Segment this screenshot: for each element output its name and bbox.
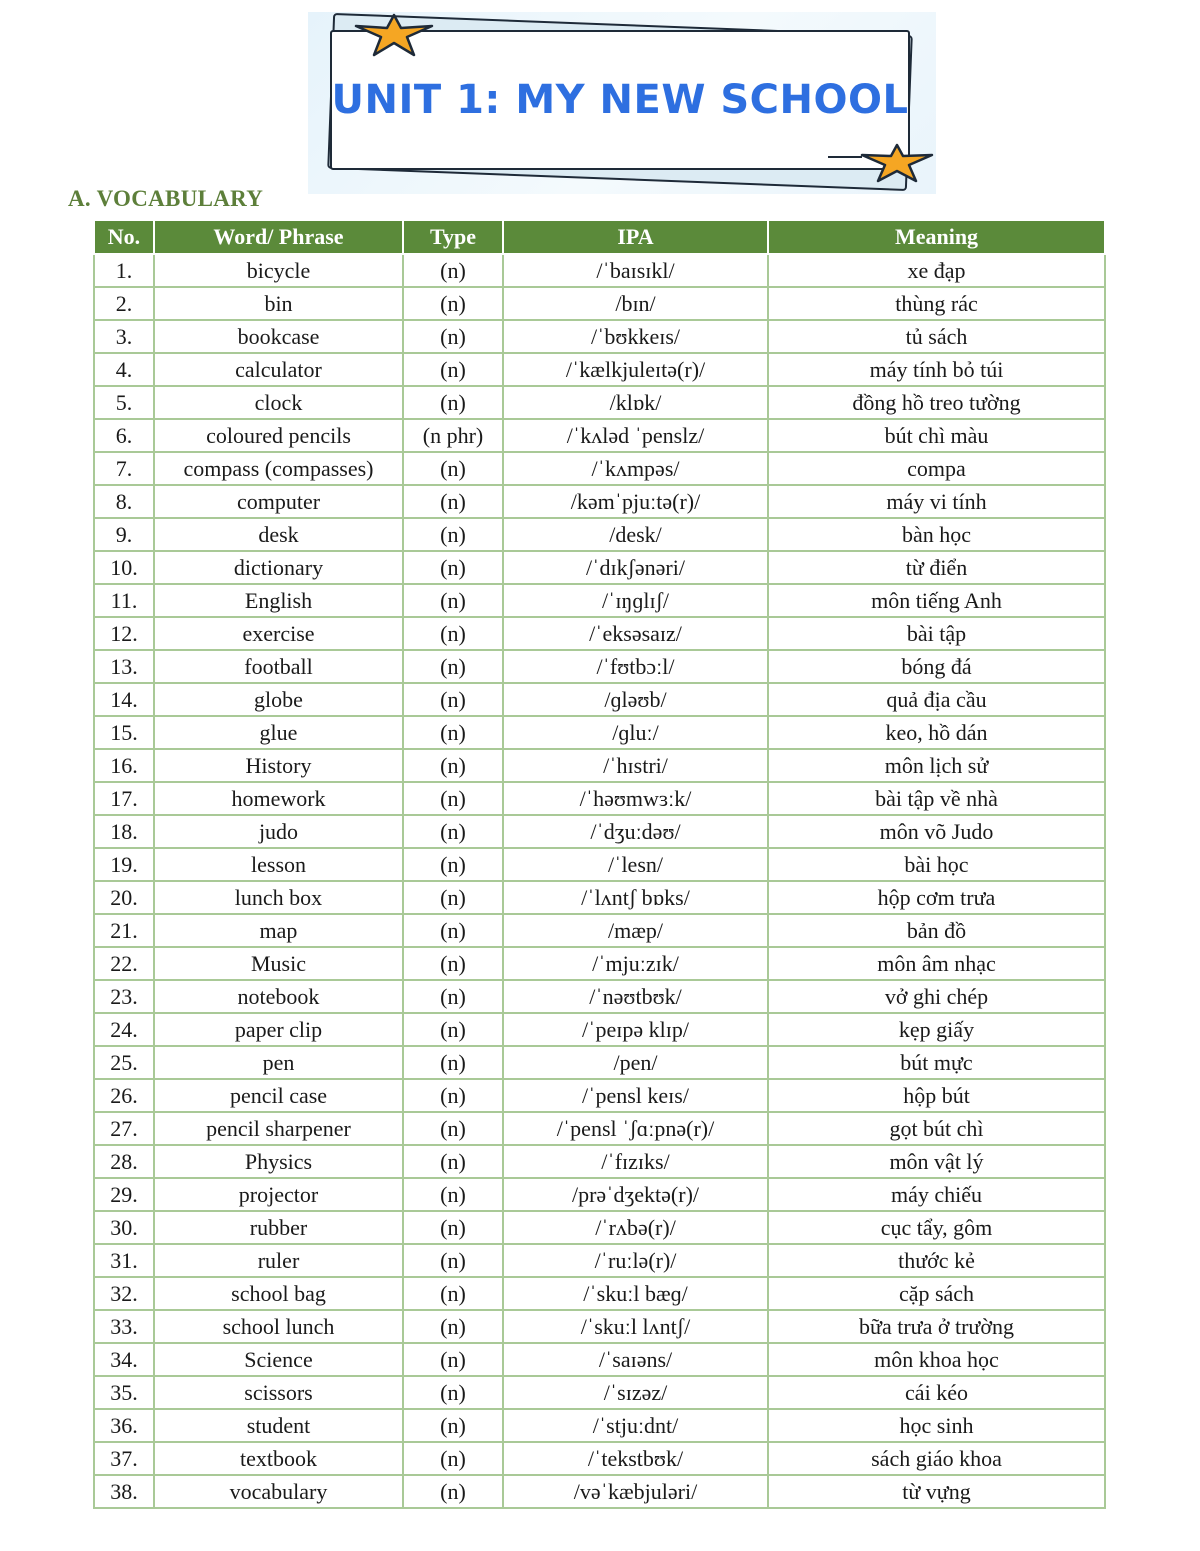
cell-meaning: gọt bút chì xyxy=(768,1112,1105,1145)
table-row xyxy=(94,1244,1105,1277)
cell-type: (n) xyxy=(403,518,503,551)
cell-meaning: môn tiếng Anh xyxy=(768,584,1105,617)
cell-no: 9. xyxy=(94,518,154,551)
cell-type: (n) xyxy=(403,650,503,683)
table-row xyxy=(94,485,1105,518)
cell-word: vocabulary xyxy=(154,1475,403,1508)
cell-word: rubber xyxy=(154,1211,403,1244)
table-row xyxy=(94,1442,1105,1475)
cell-word: lunch box xyxy=(154,881,403,914)
header-type: Type xyxy=(403,220,503,254)
cell-ipa: /desk/ xyxy=(503,518,768,551)
cell-no: 13. xyxy=(94,650,154,683)
cell-word: bicycle xyxy=(154,254,403,287)
cell-ipa: /ˈpensl keɪs/ xyxy=(503,1079,768,1112)
cell-type: (n) xyxy=(403,815,503,848)
cell-no: 10. xyxy=(94,551,154,584)
table-row xyxy=(94,749,1105,782)
cell-word: school lunch xyxy=(154,1310,403,1343)
table-row xyxy=(94,1013,1105,1046)
cell-type: (n) xyxy=(403,1442,503,1475)
cell-word: scissors xyxy=(154,1376,403,1409)
cell-meaning: cặp sách xyxy=(768,1277,1105,1310)
cell-no: 22. xyxy=(94,947,154,980)
cell-word: map xyxy=(154,914,403,947)
cell-ipa: /ˈskuːl bæɡ/ xyxy=(503,1277,768,1310)
cell-no: 6. xyxy=(94,419,154,452)
cell-ipa: /prəˈdʒektə(r)/ xyxy=(503,1178,768,1211)
cell-ipa: /ˈpeɪpə klɪp/ xyxy=(503,1013,768,1046)
star-icon xyxy=(858,142,936,184)
cell-meaning: tủ sách xyxy=(768,320,1105,353)
vocabulary-table xyxy=(93,219,1106,1509)
cell-meaning: bàn học xyxy=(768,518,1105,551)
table-row xyxy=(94,1343,1105,1376)
table-row xyxy=(94,650,1105,683)
cell-meaning: cái kéo xyxy=(768,1376,1105,1409)
cell-ipa: /ˈmjuːzɪk/ xyxy=(503,947,768,980)
cell-meaning: môn âm nhạc xyxy=(768,947,1105,980)
cell-ipa: /ˈpensl ˈʃɑːpnə(r)/ xyxy=(503,1112,768,1145)
cell-type: (n) xyxy=(403,1178,503,1211)
cell-word: notebook xyxy=(154,980,403,1013)
cell-ipa: /ˈlesn/ xyxy=(503,848,768,881)
cell-no: 36. xyxy=(94,1409,154,1442)
cell-type: (n) xyxy=(403,1079,503,1112)
cell-meaning: vở ghi chép xyxy=(768,980,1105,1013)
cell-ipa: /ˈskuːl lʌntʃ/ xyxy=(503,1310,768,1343)
cell-meaning: keo, hồ dán xyxy=(768,716,1105,749)
cell-meaning: thùng rác xyxy=(768,287,1105,320)
page-title: UNIT 1: MY NEW SCHOOL xyxy=(331,77,909,123)
cell-ipa: /bɪn/ xyxy=(503,287,768,320)
cell-type: (n) xyxy=(403,1277,503,1310)
table-row xyxy=(94,1145,1105,1178)
cell-ipa: /ˈbʊkkeɪs/ xyxy=(503,320,768,353)
cell-no: 24. xyxy=(94,1013,154,1046)
cell-type: (n) xyxy=(403,617,503,650)
cell-word: desk xyxy=(154,518,403,551)
cell-word: textbook xyxy=(154,1442,403,1475)
cell-ipa: /ˈstjuːdnt/ xyxy=(503,1409,768,1442)
cell-no: 27. xyxy=(94,1112,154,1145)
cell-type: (n) xyxy=(403,749,503,782)
cell-meaning: sách giáo khoa xyxy=(768,1442,1105,1475)
table-row xyxy=(94,419,1105,452)
cell-ipa: /ˈkʌmpəs/ xyxy=(503,452,768,485)
cell-meaning: compa xyxy=(768,452,1105,485)
cell-word: paper clip xyxy=(154,1013,403,1046)
cell-no: 28. xyxy=(94,1145,154,1178)
cell-meaning: cục tẩy, gôm xyxy=(768,1211,1105,1244)
cell-word: judo xyxy=(154,815,403,848)
cell-meaning: kẹp giấy xyxy=(768,1013,1105,1046)
table-row xyxy=(94,881,1105,914)
cell-word: globe xyxy=(154,683,403,716)
cell-word: Physics xyxy=(154,1145,403,1178)
cell-ipa: /ˈrʌbə(r)/ xyxy=(503,1211,768,1244)
cell-ipa: /ˈruːlə(r)/ xyxy=(503,1244,768,1277)
section-heading: A. VOCABULARY xyxy=(68,186,264,211)
table-row xyxy=(94,782,1105,815)
cell-type: (n) xyxy=(403,1409,503,1442)
cell-meaning: thước kẻ xyxy=(768,1244,1105,1277)
table-row xyxy=(94,254,1105,287)
cell-ipa: /ˈhəʊmwɜːk/ xyxy=(503,782,768,815)
cell-no: 11. xyxy=(94,584,154,617)
cell-meaning: bài học xyxy=(768,848,1105,881)
table-row xyxy=(94,1277,1105,1310)
cell-word: dictionary xyxy=(154,551,403,584)
table-row xyxy=(94,1079,1105,1112)
table-row xyxy=(94,1409,1105,1442)
cell-no: 21. xyxy=(94,914,154,947)
cell-ipa: /ˈfɪzɪks/ xyxy=(503,1145,768,1178)
cell-word: glue xyxy=(154,716,403,749)
cell-type: (n) xyxy=(403,287,503,320)
cell-ipa: /ˈsaɪəns/ xyxy=(503,1343,768,1376)
cell-ipa: /ˈɪŋɡlɪʃ/ xyxy=(503,584,768,617)
cell-ipa: /pen/ xyxy=(503,1046,768,1079)
cell-word: compass (compasses) xyxy=(154,452,403,485)
cell-no: 20. xyxy=(94,881,154,914)
table-row xyxy=(94,914,1105,947)
header-no: No. xyxy=(94,220,154,254)
cell-no: 32. xyxy=(94,1277,154,1310)
cell-type: (n) xyxy=(403,485,503,518)
cell-type: (n) xyxy=(403,1013,503,1046)
cell-type: (n) xyxy=(403,683,503,716)
table-row xyxy=(94,320,1105,353)
cell-type: (n) xyxy=(403,551,503,584)
cell-meaning: học sinh xyxy=(768,1409,1105,1442)
table-row xyxy=(94,1046,1105,1079)
cell-word: school bag xyxy=(154,1277,403,1310)
table-row xyxy=(94,551,1105,584)
cell-no: 1. xyxy=(94,254,154,287)
cell-meaning: hộp bút xyxy=(768,1079,1105,1112)
cell-type: (n) xyxy=(403,782,503,815)
cell-ipa: /kəmˈpjuːtə(r)/ xyxy=(503,485,768,518)
table-row xyxy=(94,386,1105,419)
cell-type: (n) xyxy=(403,848,503,881)
cell-meaning: bút chì màu xyxy=(768,419,1105,452)
cell-type: (n) xyxy=(403,914,503,947)
cell-no: 31. xyxy=(94,1244,154,1277)
header-meaning: Meaning xyxy=(768,220,1105,254)
table-row xyxy=(94,1310,1105,1343)
cell-meaning: môn khoa học xyxy=(768,1343,1105,1376)
cell-word: pen xyxy=(154,1046,403,1079)
cell-meaning: hộp cơm trưa xyxy=(768,881,1105,914)
cell-word: homework xyxy=(154,782,403,815)
cell-type: (n phr) xyxy=(403,419,503,452)
table-row xyxy=(94,848,1105,881)
cell-meaning: máy vi tính xyxy=(768,485,1105,518)
cell-type: (n) xyxy=(403,980,503,1013)
cell-word: ruler xyxy=(154,1244,403,1277)
cell-type: (n) xyxy=(403,1046,503,1079)
cell-ipa: /ˈkʌləd ˈpenslz/ xyxy=(503,419,768,452)
cell-meaning: máy tính bỏ túi xyxy=(768,353,1105,386)
cell-ipa: /ˈnəʊtbʊk/ xyxy=(503,980,768,1013)
table-row xyxy=(94,353,1105,386)
table-row xyxy=(94,683,1105,716)
cell-ipa: /vəˈkæbjuləri/ xyxy=(503,1475,768,1508)
cell-meaning: bài tập xyxy=(768,617,1105,650)
cell-word: student xyxy=(154,1409,403,1442)
cell-type: (n) xyxy=(403,1244,503,1277)
table-row xyxy=(94,716,1105,749)
cell-word: calculator xyxy=(154,353,403,386)
cell-no: 2. xyxy=(94,287,154,320)
cell-word: pencil sharpener xyxy=(154,1112,403,1145)
cell-ipa: /ˈeksəsaɪz/ xyxy=(503,617,768,650)
cell-meaning: xe đạp xyxy=(768,254,1105,287)
cell-type: (n) xyxy=(403,320,503,353)
cell-no: 8. xyxy=(94,485,154,518)
cell-no: 14. xyxy=(94,683,154,716)
cell-ipa: /ˈfʊtbɔːl/ xyxy=(503,650,768,683)
cell-word: Music xyxy=(154,947,403,980)
cell-meaning: từ điển xyxy=(768,551,1105,584)
table-row xyxy=(94,1112,1105,1145)
cell-meaning: bài tập về nhà xyxy=(768,782,1105,815)
cell-meaning: bản đồ xyxy=(768,914,1105,947)
cell-word: football xyxy=(154,650,403,683)
table-row xyxy=(94,617,1105,650)
cell-word: bin xyxy=(154,287,403,320)
cell-no: 16. xyxy=(94,749,154,782)
cell-ipa: /mæp/ xyxy=(503,914,768,947)
cell-word: lesson xyxy=(154,848,403,881)
cell-no: 18. xyxy=(94,815,154,848)
cell-word: exercise xyxy=(154,617,403,650)
cell-no: 12. xyxy=(94,617,154,650)
cell-type: (n) xyxy=(403,716,503,749)
table-row xyxy=(94,815,1105,848)
cell-word: clock xyxy=(154,386,403,419)
table-header-row xyxy=(94,220,1105,254)
cell-type: (n) xyxy=(403,881,503,914)
cell-meaning: từ vựng xyxy=(768,1475,1105,1508)
cell-word: Science xyxy=(154,1343,403,1376)
cell-ipa: /ˈsɪzəz/ xyxy=(503,1376,768,1409)
cell-type: (n) xyxy=(403,1145,503,1178)
cell-meaning: bóng đá xyxy=(768,650,1105,683)
cell-ipa: /ɡləʊb/ xyxy=(503,683,768,716)
cell-word: bookcase xyxy=(154,320,403,353)
cell-type: (n) xyxy=(403,1310,503,1343)
cell-meaning: môn lịch sử xyxy=(768,749,1105,782)
cell-ipa: /ɡluː/ xyxy=(503,716,768,749)
cell-type: (n) xyxy=(403,254,503,287)
cell-ipa: /ˈbaɪsɪkl/ xyxy=(503,254,768,287)
cell-word: English xyxy=(154,584,403,617)
header-ipa: IPA xyxy=(503,220,768,254)
cell-no: 19. xyxy=(94,848,154,881)
cell-no: 26. xyxy=(94,1079,154,1112)
star-icon xyxy=(352,12,436,58)
cell-no: 23. xyxy=(94,980,154,1013)
cell-type: (n) xyxy=(403,1376,503,1409)
cell-no: 3. xyxy=(94,320,154,353)
card-dash xyxy=(828,156,862,158)
cell-ipa: /klɒk/ xyxy=(503,386,768,419)
cell-ipa: /ˈdɪkʃənəri/ xyxy=(503,551,768,584)
table-body xyxy=(94,254,1105,1508)
cell-word: History xyxy=(154,749,403,782)
table-row xyxy=(94,452,1105,485)
cell-type: (n) xyxy=(403,947,503,980)
cell-type: (n) xyxy=(403,584,503,617)
table-row xyxy=(94,1211,1105,1244)
table-row xyxy=(94,287,1105,320)
cell-word: pencil case xyxy=(154,1079,403,1112)
cell-word: projector xyxy=(154,1178,403,1211)
cell-word: coloured pencils xyxy=(154,419,403,452)
cell-meaning: đồng hồ treo tường xyxy=(768,386,1105,419)
cell-no: 29. xyxy=(94,1178,154,1211)
table-row xyxy=(94,584,1105,617)
cell-type: (n) xyxy=(403,1211,503,1244)
cell-no: 34. xyxy=(94,1343,154,1376)
cell-type: (n) xyxy=(403,1112,503,1145)
cell-no: 35. xyxy=(94,1376,154,1409)
cell-type: (n) xyxy=(403,386,503,419)
cell-ipa: /ˈdʒuːdəʊ/ xyxy=(503,815,768,848)
cell-ipa: /ˈtekstbʊk/ xyxy=(503,1442,768,1475)
cell-meaning: máy chiếu xyxy=(768,1178,1105,1211)
header-word: Word/ Phrase xyxy=(154,220,403,254)
cell-ipa: /ˈkælkjuleɪtə(r)/ xyxy=(503,353,768,386)
cell-ipa: /ˈlʌntʃ bɒks/ xyxy=(503,881,768,914)
table-row xyxy=(94,518,1105,551)
cell-type: (n) xyxy=(403,1475,503,1508)
cell-type: (n) xyxy=(403,1343,503,1376)
cell-no: 37. xyxy=(94,1442,154,1475)
cell-ipa: /ˈhɪstri/ xyxy=(503,749,768,782)
table-row xyxy=(94,980,1105,1013)
table-row xyxy=(94,947,1105,980)
cell-no: 17. xyxy=(94,782,154,815)
table-row xyxy=(94,1376,1105,1409)
cell-meaning: bữa trưa ở trường xyxy=(768,1310,1105,1343)
cell-meaning: môn vật lý xyxy=(768,1145,1105,1178)
table-row xyxy=(94,1178,1105,1211)
cell-no: 33. xyxy=(94,1310,154,1343)
cell-no: 5. xyxy=(94,386,154,419)
cell-word: computer xyxy=(154,485,403,518)
table-row xyxy=(94,1475,1105,1508)
cell-no: 4. xyxy=(94,353,154,386)
cell-no: 7. xyxy=(94,452,154,485)
cell-no: 25. xyxy=(94,1046,154,1079)
cell-type: (n) xyxy=(403,353,503,386)
cell-type: (n) xyxy=(403,452,503,485)
cell-meaning: môn võ Judo xyxy=(768,815,1105,848)
cell-meaning: quả địa cầu xyxy=(768,683,1105,716)
cell-no: 15. xyxy=(94,716,154,749)
cell-meaning: bút mực xyxy=(768,1046,1105,1079)
cell-no: 30. xyxy=(94,1211,154,1244)
cell-no: 38. xyxy=(94,1475,154,1508)
